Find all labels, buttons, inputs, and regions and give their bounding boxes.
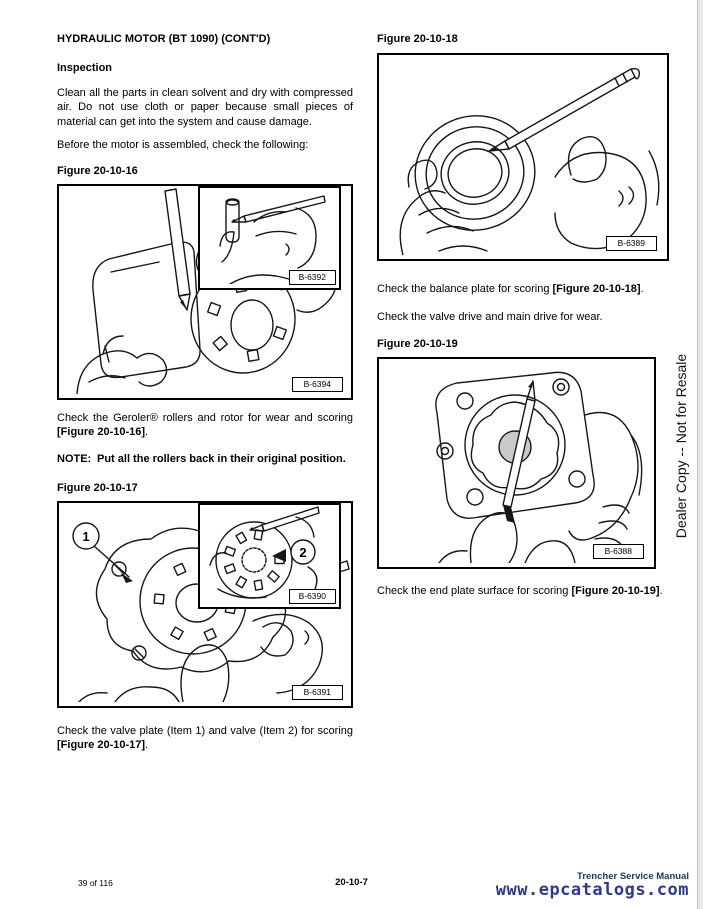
figure-18-illustration: [379, 55, 667, 255]
balance-plate-sketch: [403, 103, 547, 243]
right-hand-sketch: [555, 137, 659, 249]
figure-16-caption: Figure 20-10-16: [57, 164, 138, 177]
epcatalogs-url-watermark: www.epcatalogs.com: [495, 880, 689, 900]
footer-manual-title: Trencher Service Manual: [577, 871, 689, 882]
hand-sketch: [79, 614, 322, 702]
paragraph-end-plate: [377, 584, 669, 598]
figure-17-inset: [198, 503, 341, 609]
svg-text:2: 2: [299, 544, 307, 560]
pencil-sketch: [489, 69, 639, 151]
valve-period: .: [145, 739, 149, 752]
figure-19-reference: [Figure 20-10-19]: [571, 584, 660, 597]
valve-text: Check the valve plate (Item 1) and valve (Item 2) for scoring: [57, 724, 353, 737]
figure-16: [57, 184, 353, 400]
valve-disc-sketch: [216, 522, 292, 598]
figure-18-label: B-6389: [606, 236, 657, 251]
figure-19-caption: Figure 20-10-19: [377, 337, 458, 350]
paragraph-before-assembly: Before the motor is assembled, check the following:: [57, 139, 309, 152]
figure-19-label: B-6388: [593, 544, 644, 559]
note-label: NOTE:: [57, 453, 92, 466]
pencil-sketch: [165, 189, 190, 310]
callout-2: [272, 540, 315, 564]
endplate-text: Check the end plate surface for scoring: [377, 584, 572, 597]
paragraph-clean-parts: Clean all the parts in clean solvent and dry with compressed air. Do not use cloth or paper because small pieces of material can get into the system and cause damage.: [57, 87, 353, 128]
figure-18-reference: [Figure 20-10-18]: [552, 283, 641, 295]
figure-19: [377, 357, 656, 569]
figure-16-label: B-6394: [292, 377, 343, 392]
figure-18: [377, 53, 669, 261]
page-edge-strip: [697, 0, 703, 909]
footer-section-page: 20-10-7: [335, 877, 368, 888]
figure-17-reference: [Figure 20-10-17]: [57, 739, 146, 752]
dealer-copy-watermark: Dealer Copy -- Not for Resale: [673, 353, 689, 539]
paragraph-balance-plate: [377, 282, 669, 296]
paragraph-valve-drive: Check the valve drive and main drive for wear.: [377, 311, 603, 324]
figure-16-inset: [198, 186, 341, 290]
endplate-period: .: [659, 584, 663, 597]
left-hand-sketch: [400, 160, 487, 255]
figure-16-reference: [Figure 20-10-16]: [57, 426, 146, 439]
left-column: [57, 30, 353, 753]
pencil-sketch: [250, 507, 319, 531]
figure-17-inset-label: B-6390: [289, 589, 336, 604]
lower-hand-sketch: [77, 336, 167, 394]
geroler-text: Check the Geroler® rollers and rotor for wear and scoring: [57, 411, 353, 424]
figure-19-illustration: [379, 359, 654, 563]
figure-16-inset-label: B-6392: [289, 270, 336, 285]
footer-page-indicator: 39 of 116: [78, 878, 113, 888]
svg-text:1: 1: [82, 528, 90, 544]
paragraph-geroler: [57, 411, 353, 440]
note-block: [57, 452, 353, 466]
note-text: Put all the rollers back in their original position.: [97, 453, 346, 466]
paragraph-valve-plate: [57, 724, 353, 753]
valve-slots-sketch: [225, 530, 284, 590]
page-title: HYDRAULIC MOTOR (BT 1090) (CONT'D): [57, 33, 271, 45]
balance-period: .: [640, 283, 644, 295]
figure-17-label: B-6391: [292, 685, 343, 700]
figure-17-caption: Figure 20-10-17: [57, 481, 138, 494]
right-column: [377, 30, 669, 598]
geroler-period: .: [145, 426, 149, 439]
balance-text: Check the balance plate for scoring: [377, 283, 553, 295]
right-hand-sketch: [569, 412, 642, 547]
figure-18-caption: Figure 20-10-18: [377, 33, 458, 45]
inspection-subheading: Inspection: [57, 62, 113, 74]
figure-17: [57, 501, 353, 708]
end-plate-sketch: [436, 372, 594, 518]
